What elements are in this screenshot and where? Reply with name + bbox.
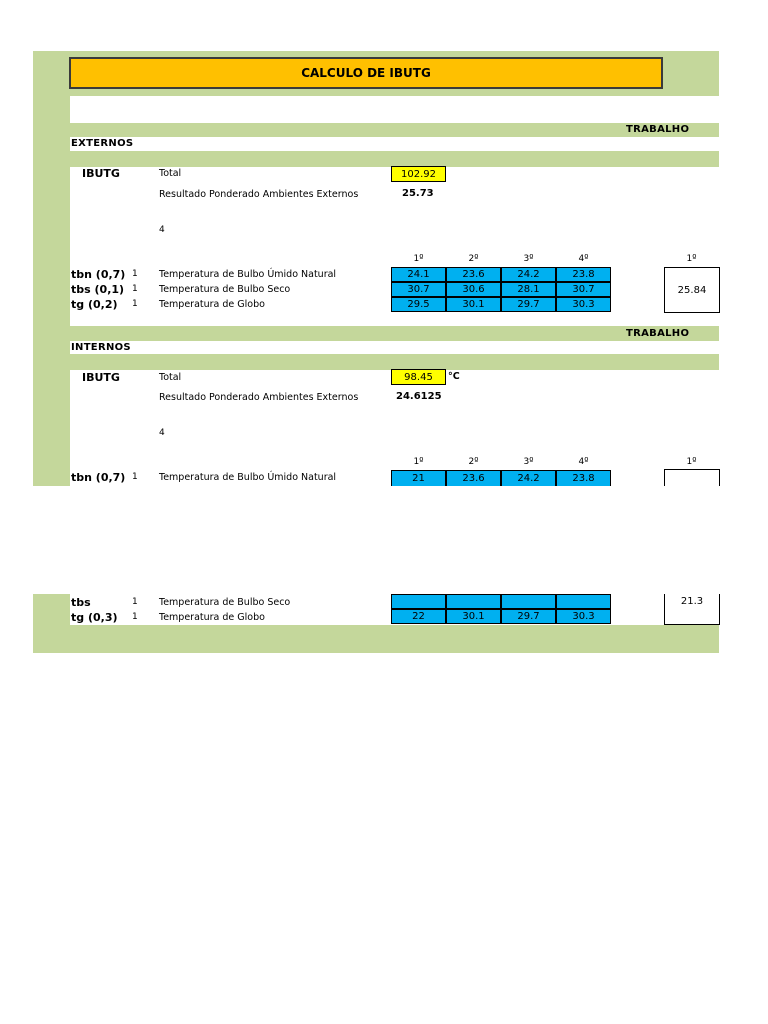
total-label-internos: Total bbox=[159, 372, 182, 383]
cell-tbs-2-internos[interactable] bbox=[446, 594, 501, 609]
col-header-2-internos: 2º bbox=[468, 457, 479, 467]
cell-tg-2-externos[interactable]: 30.1 bbox=[446, 297, 501, 312]
ponderado-value-externos: 25.73 bbox=[402, 188, 434, 199]
ponderado-label-internos: Resultado Ponderado Ambientes Externos bbox=[159, 392, 359, 403]
cell-tg-3-internos[interactable]: 29.7 bbox=[501, 609, 556, 624]
cell-tbs-3-internos[interactable] bbox=[501, 594, 556, 609]
var-label-tg-internos: tg (0,3) bbox=[71, 611, 118, 624]
cell-tbs-1-internos[interactable] bbox=[391, 594, 446, 609]
col-header-3-externos: 3º bbox=[523, 254, 534, 264]
col-header-3-internos: 3º bbox=[523, 457, 534, 467]
cell-tbn-2-externos[interactable]: 23.6 bbox=[446, 267, 501, 282]
col-header-4-internos: 4º bbox=[578, 457, 589, 467]
ibutg-label-externos: IBUTG bbox=[82, 167, 120, 180]
result-value-externos[interactable]: 25.84 bbox=[664, 267, 720, 313]
count-externos: 4 bbox=[159, 225, 165, 235]
cell-tg-1-externos[interactable]: 29.5 bbox=[391, 297, 446, 312]
result-value-internos[interactable]: 21.3 bbox=[664, 594, 720, 625]
trabalho-label-externos: TRABALHO bbox=[626, 124, 690, 135]
total-label-externos: Total bbox=[159, 168, 182, 179]
count-internos: 4 bbox=[159, 428, 165, 438]
sheet-white-area-4 bbox=[70, 341, 719, 354]
weight-tbn-internos: 1 bbox=[132, 472, 138, 482]
cell-tbs-1-externos[interactable]: 30.7 bbox=[391, 282, 446, 297]
col-header-1-internos: 1º bbox=[413, 457, 424, 467]
desc-tg-externos: Temperatura de Globo bbox=[159, 299, 265, 310]
cell-tg-4-internos[interactable]: 30.3 bbox=[556, 609, 611, 624]
section-externos: EXTERNOS bbox=[71, 138, 134, 149]
var-label-tbn-internos: tbn (0,7) bbox=[71, 471, 126, 484]
cell-tbs-3-externos[interactable]: 28.1 bbox=[501, 282, 556, 297]
cell-tg-3-externos[interactable]: 29.7 bbox=[501, 297, 556, 312]
sheet-white-area-1 bbox=[70, 96, 719, 123]
unit-internos: °C bbox=[448, 371, 460, 382]
var-label-tbs-internos: tbs bbox=[71, 596, 91, 609]
section-internos: INTERNOS bbox=[71, 342, 131, 353]
desc-tbn-externos: Temperatura de Bulbo Úmido Natural bbox=[159, 269, 337, 280]
total-value-externos[interactable]: 102.92 bbox=[391, 166, 446, 182]
ponderado-value-internos: 24.6125 bbox=[396, 391, 442, 402]
cell-tbn-2-internos[interactable]: 23.6 bbox=[446, 470, 501, 486]
sheet-white-area-2 bbox=[70, 137, 719, 151]
weight-tbs-externos: 1 bbox=[132, 284, 138, 294]
result-box-top-internos bbox=[664, 469, 720, 486]
cell-tg-2-internos[interactable]: 30.1 bbox=[446, 609, 501, 624]
col-header-2-externos: 2º bbox=[468, 254, 479, 264]
desc-tbs-externos: Temperatura de Bulbo Seco bbox=[159, 284, 291, 295]
cell-tbn-1-internos[interactable]: 21 bbox=[391, 470, 446, 486]
cell-tbs-2-externos[interactable]: 30.6 bbox=[446, 282, 501, 297]
cell-tbn-3-externos[interactable]: 24.2 bbox=[501, 267, 556, 282]
weight-tg-internos: 1 bbox=[132, 612, 138, 622]
result-header-internos: 1º bbox=[686, 457, 697, 467]
col-header-4-externos: 4º bbox=[578, 254, 589, 264]
cell-tbn-4-externos[interactable]: 23.8 bbox=[556, 267, 611, 282]
weight-tg-externos: 1 bbox=[132, 299, 138, 309]
col-header-1-externos: 1º bbox=[413, 254, 424, 264]
ponderado-label-externos: Resultado Ponderado Ambientes Externos bbox=[159, 189, 359, 200]
weight-tbn-externos: 1 bbox=[132, 269, 138, 279]
ibutg-label-internos: IBUTG bbox=[82, 371, 120, 384]
desc-tbs-internos: Temperatura de Bulbo Seco bbox=[159, 597, 291, 608]
sheet-white-area-5 bbox=[70, 370, 719, 486]
desc-tg-internos: Temperatura de Globo bbox=[159, 612, 265, 623]
trabalho-label-internos: TRABALHO bbox=[626, 328, 690, 339]
cell-tbs-4-externos[interactable]: 30.7 bbox=[556, 282, 611, 297]
cell-tg-4-externos[interactable]: 30.3 bbox=[556, 297, 611, 312]
weight-tbs-internos: 1 bbox=[132, 597, 138, 607]
cell-tg-1-internos[interactable]: 22 bbox=[391, 609, 446, 624]
page-title: CALCULO DE IBUTG bbox=[69, 57, 663, 89]
cell-tbs-4-internos[interactable] bbox=[556, 594, 611, 609]
cell-tbn-4-internos[interactable]: 23.8 bbox=[556, 470, 611, 486]
result-header-externos: 1º bbox=[686, 254, 697, 264]
cell-tbn-1-externos[interactable]: 24.1 bbox=[391, 267, 446, 282]
desc-tbn-internos: Temperatura de Bulbo Úmido Natural bbox=[159, 472, 337, 483]
cell-tbn-3-internos[interactable]: 24.2 bbox=[501, 470, 556, 486]
var-label-tbs-externos: tbs (0,1) bbox=[71, 283, 125, 296]
total-value-internos[interactable]: 98.45 bbox=[391, 369, 446, 385]
var-label-tbn-externos: tbn (0,7) bbox=[71, 268, 126, 281]
var-label-tg-externos: tg (0,2) bbox=[71, 298, 118, 311]
